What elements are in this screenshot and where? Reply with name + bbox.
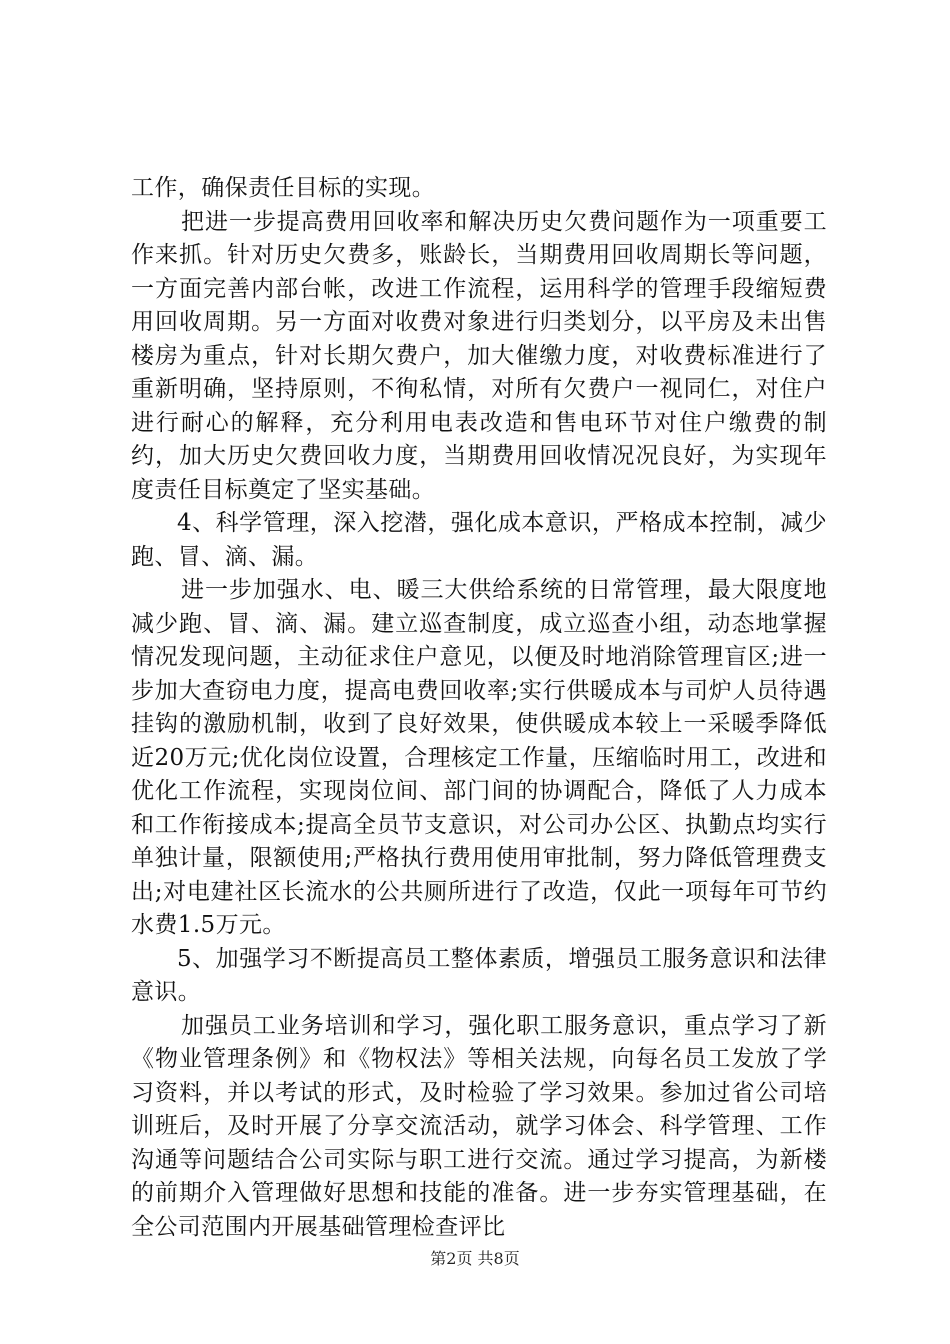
heading-cost-control: 4、科学管理，深入挖潜，强化成本意识，严格成本控制，减少跑、冒、滴、漏。 — [131, 510, 827, 570]
page-number-footer: 第2页 共8页 — [430, 1249, 520, 1268]
paragraph-fee-recovery: 把进一步提高费用回收率和解决历史欠费问题作为一项重要工作来抓。针对历史欠费多，账龄长，当期费用回收周期长等问题，一方面完善内部台帐，改进工作流程，运用科学的管理手段缩短费用回收周期。另一方面对收费对象进行归类划分，以平房及未出售楼房为重点，针对长期欠费户，加大催缴力度，对收费标准进行了重新明确，坚持原则，不徇私情，对所有欠费户一视同仁，对住户进行耐心的解释，充分利用电表改造和售电环节对住户缴费的制约，加大历史欠费回收力度，当期费用回收情况况良好，为实现年度责任目标奠定了坚实基础。 — [131, 208, 827, 503]
document-body — [131, 172, 827, 1244]
paragraph-training-details: 加强员工业务培训和学习，强化职工服务意识，重点学习了新《物业管理条例》和《物权法》等相关法规，向每名员工发放了学习资料，并以考试的形式，及时检验了学习效果。参加过省公司培训班后，及时开展了分享交流活动，就学习体会、科学管理、工作沟通等问题结合公司实际与职工进行交流。通过学习提高，为新楼的前期介入管理做好思想和技能的准备。进一步夯实管理基础，在全公司范围内开展基础管理检查评比 — [131, 1012, 827, 1240]
paragraph-continuation: 工作，确保责任目标的实现。 — [131, 175, 436, 201]
heading-staff-training: 5、加强学习不断提高员工整体素质，增强员工服务意识和法律意识。 — [131, 945, 827, 1005]
paragraph-supply-management: 进一步加强水、电、暖三大供给系统的日常管理，最大限度地减少跑、冒、滴、漏。建立巡查制度，成立巡查小组，动态地掌握情况发现问题，主动征求住户意见，以便及时地消除管理盲区;进一步加大查窃电力度，提高电费回收率;实行供暖成本与司炉人员待遇挂钩的激励机制，收到了良好效果，使供暖成本较上一采暖季降低近20万元;优化岗位设置，合理核定工作量，压缩临时用工，改进和优化工作流程，实现岗位间、部门间的协调配合，降低了人力成本和工作衔接成本;提高全员节支意识，对公司办公区、执勤点均实行单独计量，限额使用;严格执行费用使用审批制，努力降低管理费支出;对电建社区长流水的公共厕所进行了改造，仅此一项每年可节约水费1.5万元。 — [131, 577, 827, 938]
